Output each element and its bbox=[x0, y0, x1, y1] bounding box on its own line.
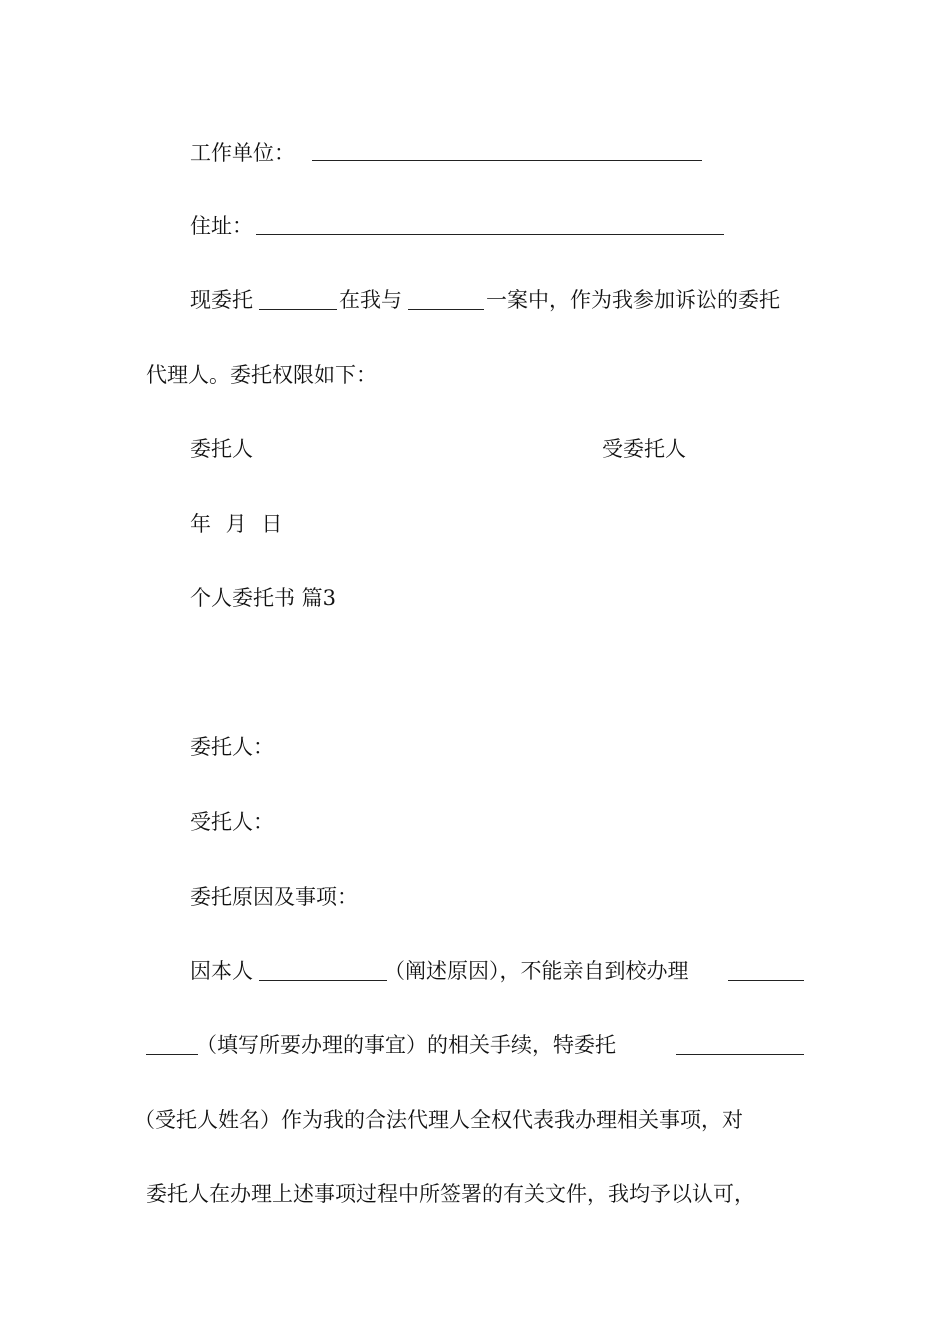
agent-scope-line bbox=[0, 355, 950, 395]
entrust-party-blank bbox=[408, 308, 484, 310]
agent-signature-label: 受委托人 bbox=[602, 437, 686, 461]
entrust-agent-blank bbox=[259, 308, 337, 310]
matter-line bbox=[0, 1025, 950, 1065]
work-unit-blank bbox=[312, 159, 702, 161]
principal-field-line bbox=[0, 727, 950, 767]
reason-line bbox=[0, 951, 950, 991]
trustee-name-explain: （受托人姓名）作为我的合法代理人全权代表我办理相关事项，对 bbox=[134, 1108, 743, 1132]
approval-line bbox=[0, 1174, 950, 1214]
entrust-suffix: 一案中，作为我参加诉讼的委托 bbox=[486, 288, 780, 312]
entrust-mid: 在我与 bbox=[339, 288, 402, 312]
reason-prefix: 因本人 bbox=[190, 959, 253, 983]
agent-scope-text: 代理人。委托权限如下： bbox=[146, 363, 377, 387]
address-line bbox=[0, 206, 950, 246]
work-unit-line bbox=[0, 133, 950, 173]
entrust-line bbox=[0, 280, 950, 320]
principal-signature-label: 委托人 bbox=[190, 437, 253, 461]
section-title: 个人委托书 篇3 bbox=[190, 586, 337, 610]
date-line bbox=[0, 504, 950, 544]
reason-explain: （阐述原因），不能亲自到校办理 bbox=[384, 959, 689, 983]
reason-blank bbox=[259, 979, 387, 981]
signature-labels-line bbox=[0, 429, 950, 469]
work-unit-label: 工作单位： bbox=[190, 141, 295, 165]
matter-explain: （填写所要办理的事宜）的相关手续，特委托 bbox=[196, 1033, 616, 1057]
date-text: 年 月 日 bbox=[190, 512, 283, 536]
trustee-name-line bbox=[0, 1100, 950, 1140]
approval-text: 委托人在办理上述事项过程中所签署的有关文件，我均予以认可， bbox=[146, 1182, 755, 1206]
reason-field-label: 委托原因及事项： bbox=[190, 885, 358, 909]
address-blank bbox=[256, 233, 724, 235]
trustee-field-line bbox=[0, 802, 950, 842]
entrust-prefix: 现委托 bbox=[190, 288, 253, 312]
matter-blank-start bbox=[728, 979, 804, 981]
trustee-name-blank bbox=[676, 1053, 804, 1055]
trustee-field-label: 受托人： bbox=[190, 810, 274, 834]
address-label: 住址： bbox=[190, 214, 253, 238]
principal-field-label: 委托人： bbox=[190, 735, 274, 759]
matter-blank-end bbox=[146, 1053, 198, 1055]
reason-field-line bbox=[0, 877, 950, 917]
section-title-line bbox=[0, 578, 950, 618]
